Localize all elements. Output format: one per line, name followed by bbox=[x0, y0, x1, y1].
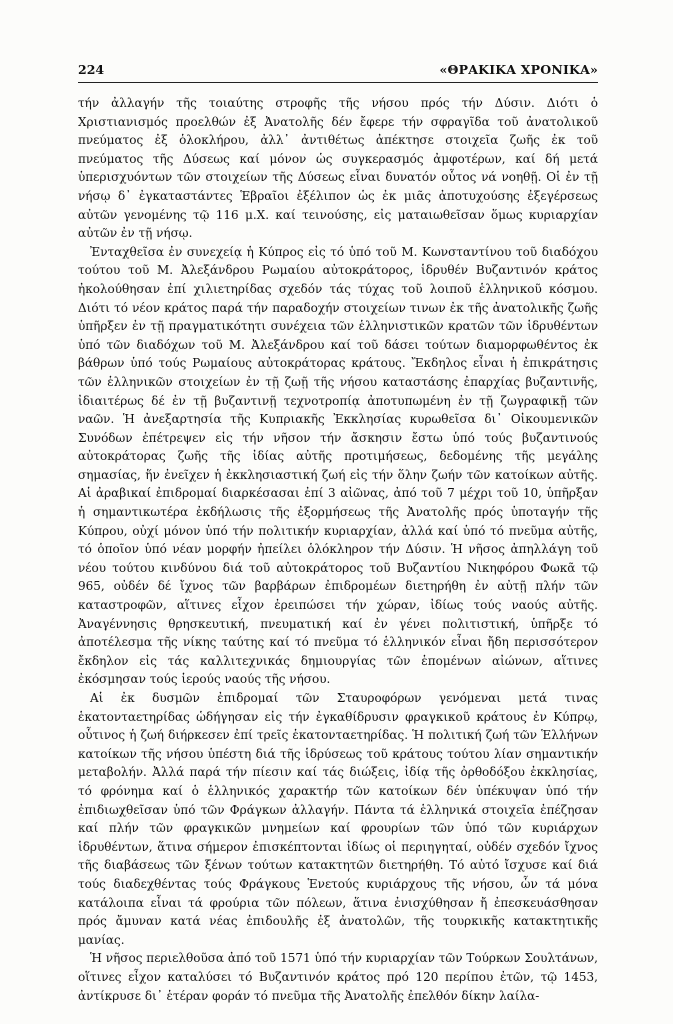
paragraph-4: Ἡ νῆσος περιελθοῦσα ἀπό τοῦ 1571 ὑπό τήν κυριαρχίαν τῶν Τούρκων Σουλτάνων, οἵτινες εἶχον καταλύσει τό Βυζαντινόν κράτος πρό 120 περίπου ἐτῶν, τῷ 1453, ἀντίκρυσε δι᾽ ἑτέραν φοράν τό πνεῦμα τῆς Ἀνατολῆς ἐπελθόν δίκην λαίλα- bbox=[78, 951, 598, 1003]
body-text bbox=[78, 94, 598, 1005]
page-header bbox=[78, 62, 598, 82]
header-rule bbox=[78, 82, 598, 83]
paragraph-1: τήν ἀλλαγήν τῆς τοιαύτης στροφῆς τῆς νήσου πρός τήν Δύσιν. Διότι ὁ Χριστιανισμός προελθών ἐξ Ἀνατολῆς δέν ἔφερε τήν σφραγῖδα τοῦ ἀνατολικοῦ πνεύματος ἐξ ὁλοκλήρου, ἀλλ᾽ ἀντιθέτως ἀπέκτησε στοιχεῖα ζωῆς ἐκ τοῦ πνεύματος τῆς Δύσεως καί μόνον ὡς συγκερασμός ἀμφοτέρων, καί δή μετά ὑπερισχυόντων τῶν στοιχείων τῆς Δύσεως εἶναι δυνατόν οὗτος νά νοηθῇ. Οἱ ἐν τῇ νήσῳ δ᾽ ἐγκαταστάντες Ἑβραῖοι ἐξέλιπον ὡς ἐκ μιᾶς ἀποτυχούσης ἐξεγέρσεως αὐτῶν γενομένης τῷ 116 μ.Χ. καί τεινούσης, εἰς ματαιωθεῖσαν ὅμως κυριαρχίαν αὐτῶν ἐν τῇ νήσῳ. bbox=[78, 96, 598, 241]
journal-title: «ΘΡΑΚΙΚΑ ΧΡΟΝΙΚΑ» bbox=[439, 62, 598, 77]
paragraph-3: Αἱ ἐκ δυσμῶν ἐπιδρομαί τῶν Σταυροφόρων γενόμεναι μετά τινας ἑκατονταετηρίδας ὡδήγησαν εἰς τήν ἐγκαθίδρυσιν φραγκικοῦ κράτους ἐν Κύπρῳ, οὗτινος ἡ ζωή διήρκεσεν ἐπί τρεῖς ἑκατονταετηρίδας. Ἡ πολιτική ζωή τῶν Ἑλλήνων κατοίκων τῆς νήσου ὑπέστη διά τῆς ἱδρύσεως τοῦ κράτους τούτου λίαν σημαντικήν μεταβολήν. Ἀλλά παρά τήν πίεσιν καί τάς διώξεις, ἰδίᾳ τῆς ὀρθοδόξου ἐκκλησίας, τό φρόνημα καί ὁ ἑλληνικός χαρακτήρ τῶν κατοίκων δέν ὑπέκυψαν ὑπό τήν ἐπιδιωχθεῖσαν ὑπό τῶν Φράγκων ἀλλαγήν. Πάντα τά ἑλληνικά στοιχεῖα ἐπέζησαν καί πλήν τῶν φραγκικῶν μνημείων καί φρουρίων τῶν ὑπό τῶν κυριάρχων ἱδρυθέντων, ἅτινα σήμερον ἐπισκέπτονται ἰδίως οἱ περιηγηταί, οὐδέν σχεδόν ἴχνος τῆς διαβάσεως τῶν ξένων τούτων κατακτητῶν διετηρήθη. Τό αὐτό ἴσχυσε καί διά τούς διαδεχθέντας τούς Φράγκους Ἑνετούς κυριάρχους τῆς νήσου, ὧν τά μόνα κατάλοιπα εἶναι τά φρούρια τῶν πόλεων, ἅτινα ἐνισχύθησαν ἤ ἐπεσκευάσθησαν πρός ἄμυναν κατά νέας ἐπιδουλῆς ἐξ ἀνατολῶν, τῆς τουρκικῆς κατακτητικῆς μανίας. bbox=[78, 691, 598, 947]
paragraph-2: Ἐνταχθεῖσα ἐν συνεχείᾳ ἡ Κύπρος εἰς τό ὑπό τοῦ Μ. Κωνσταντίνου τοῦ διαδόχου τούτου τοῦ Μ. Ἀλεξάνδρου Ρωμαίου αὐτοκράτορος, ἱδρυθέν Βυζαντινόν κράτος ἠκολούθησαν ἐπί χιλιετηρίδας σχεδόν τάς τύχας τοῦ λοιποῦ ἑλληνικοῦ κόσμου. Διότι τό νέον κράτος παρά τήν παραδοχήν στοιχείων τινων ἐκ τῆς ἀνατολικῆς ζωῆς ὑπῆρξεν ἐν τῇ πραγματικότητι συνέχεια τῶν ἑλληνιστικῶν κρατῶν τῶν ἱδρυθέντων ὑπό τῶν διαδόχων τοῦ Μ. Ἀλεξάνδρου καί τοῦ δάσει τούτων διαμορφωθέντος ἐκ βάθρων ὑπό τούς Ρωμαίους αὐτοκράτορας κράτους. Ἔκδηλος εἶναι ἡ ἐπικράτησις τῶν ἑλληνικῶν στοιχείων ἐν τῇ ζωῇ τῆς νήσου καταστάσης ἐπαρχίας βυζαντινῆς, ἰδιαιτέρως δέ ἐν τῇ βυζαντινῇ τεχνοτροπίᾳ ἀποτυπωμένη ἐν τῇ ζωγραφικῇ τῶν ναῶν. Ἡ ἀνεξαρτησία τῆς Κυπριακῆς Ἐκκλησίας κυρωθεῖσα δι᾽ Οἰκουμενικῶν Συνόδων ἐπέτρεψεν εἰς τήν νῆσον τήν ἄσκησιν ἔστω ὑπό τούς βυζαντινούς αὐτοκράτορας ζωῆς τῆς ἰδίας αὐτῆς προτιμήσεως, δεδομένης τῆς μεγάλης σημασίας, ἥν ἐνεῖχεν ἡ ἐκκλησιαστική ζωή εἰς τήν ὅλην ζωήν τῶν κατοίκων αὐτῆς. Αἱ ἀραβικαί ἐπιδρομαί διαρκέσασαι ἐπί 3 αἰῶνας, ἀπό τοῦ 7 μέχρι τοῦ 10, ὑπῆρξαν ἡ σημαντικωτέρα ἐκδήλωσις τῆς ἐξορμήσεως τῆς Ἀνατολῆς πρός ὑποταγήν τῆς Κύπρου, οὐχί μόνον ὑπό τήν πολιτικήν κυριαρχίαν, ἀλλά καί ὑπό τό πνεῦμα αὐτῆς, τό ὁποῖον ὑπό νέαν μορφήν ἠπείλει ὁλόκληρον τήν Δύσιν. Ἡ νῆσος ἀπηλλάγη τοῦ νέου τούτου κινδύνου διά τοῦ αὐτοκράτορος τοῦ Βυζαντίου Νικηφόρου Φωκᾶ τῷ 965, οὐδέν δέ ἴχνος τῶν βαρβάρων ἐπιδρομέων διετηρήθη ἐν αὐτῇ πλήν τῶν καταστροφῶν, αἵτινες εἶχον ἐρειπώσει τήν χώραν, ἰδίως τούς ναούς αὐτῆς. Ἀναγέννησις θρησκευτική, πνευματική καί ἐν γένει πολιτιστική, ὑπῆρξε τό ἀποτέλεσμα τῆς νίκης ταύτης καί τό πνεῦμα τό ἑλληνικόν εἶναι ἤδη περισσότερον ἔκδηλον εἰς τάς καλλιτεχνικάς δημιουργίας τῶν ἑπομένων αἰώνων, αἵτινες ἐκόσμησαν τούς ἱερούς ναούς τῆς νήσου. bbox=[78, 244, 598, 687]
page-number: 224 bbox=[78, 62, 105, 77]
